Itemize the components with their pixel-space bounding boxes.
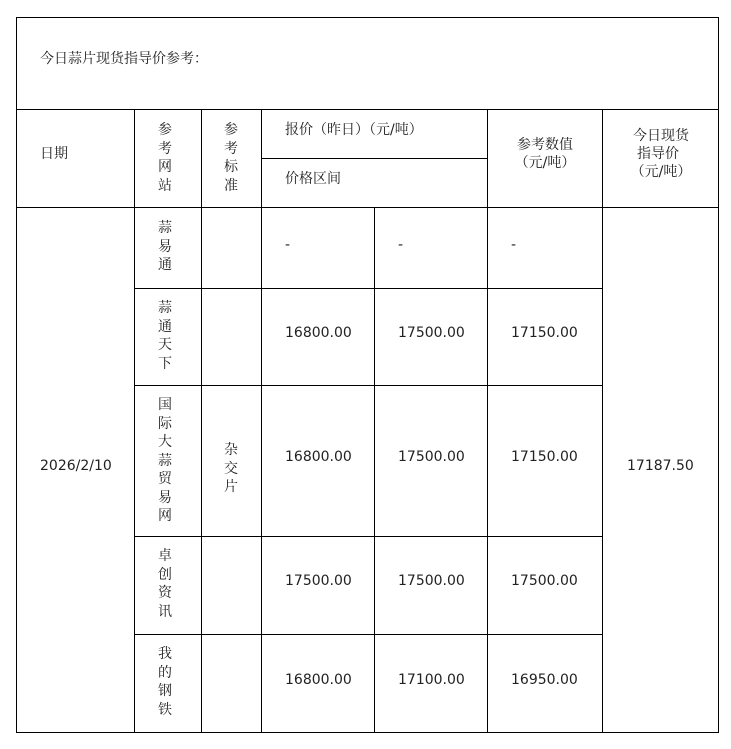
site-cell: 蒜通天下 <box>158 300 172 372</box>
header-date: 日期 <box>40 146 68 162</box>
divider <box>261 109 262 733</box>
divider <box>134 385 603 386</box>
ref-value-cell: 17150.00 <box>511 449 578 465</box>
ref-value-cell: 16950.00 <box>511 672 578 688</box>
header-guide-line1: 今日现货 <box>633 128 689 144</box>
low-price-cell: 16800.00 <box>285 672 352 688</box>
low-price-cell: 16800.00 <box>285 325 352 341</box>
ref-value-cell: - <box>511 237 517 253</box>
standard-cell: 杂交片 <box>224 442 238 495</box>
header-quote: 报价（昨日）（元/吨） <box>285 122 423 138</box>
high-price-cell: 17500.00 <box>398 449 465 465</box>
high-price-cell: 17100.00 <box>398 672 465 688</box>
divider <box>134 634 603 635</box>
header-guide-line2: 指导价 <box>637 146 679 162</box>
divider <box>134 109 135 733</box>
divider <box>602 109 603 733</box>
low-price-cell: 17500.00 <box>285 573 352 589</box>
site-cell: 蒜易通 <box>158 220 172 273</box>
divider <box>487 109 488 733</box>
divider <box>16 207 719 208</box>
divider <box>134 536 603 537</box>
low-price-cell: - <box>285 237 291 253</box>
header-standard: 参考标准 <box>224 122 238 194</box>
site-cell: 我的钢铁 <box>158 646 172 718</box>
header-site: 参考网站 <box>158 122 172 194</box>
divider <box>201 109 202 733</box>
site-cell: 国际大蒜贸易网 <box>158 397 172 524</box>
guide-price-cell: 17187.50 <box>627 458 694 474</box>
ref-value-cell: 17500.00 <box>511 573 578 589</box>
header-ref-value-line2: （元/吨） <box>514 155 576 171</box>
high-price-cell: 17500.00 <box>398 573 465 589</box>
header-ref-value-line1: 参考数值 <box>517 137 573 153</box>
header-guide-line3: （元/吨） <box>630 164 692 180</box>
high-price-cell: 17500.00 <box>398 325 465 341</box>
divider <box>374 207 375 733</box>
divider <box>16 109 719 110</box>
divider <box>134 288 603 289</box>
site-cell: 卓创资讯 <box>158 548 172 620</box>
date-cell: 2026/2/10 <box>40 458 112 474</box>
ref-value-cell: 17150.00 <box>511 325 578 341</box>
header-range: 价格区间 <box>285 171 341 187</box>
table-title: 今日蒜片现货指导价参考： <box>40 51 208 67</box>
high-price-cell: - <box>398 237 404 253</box>
low-price-cell: 16800.00 <box>285 449 352 465</box>
divider <box>261 158 488 159</box>
